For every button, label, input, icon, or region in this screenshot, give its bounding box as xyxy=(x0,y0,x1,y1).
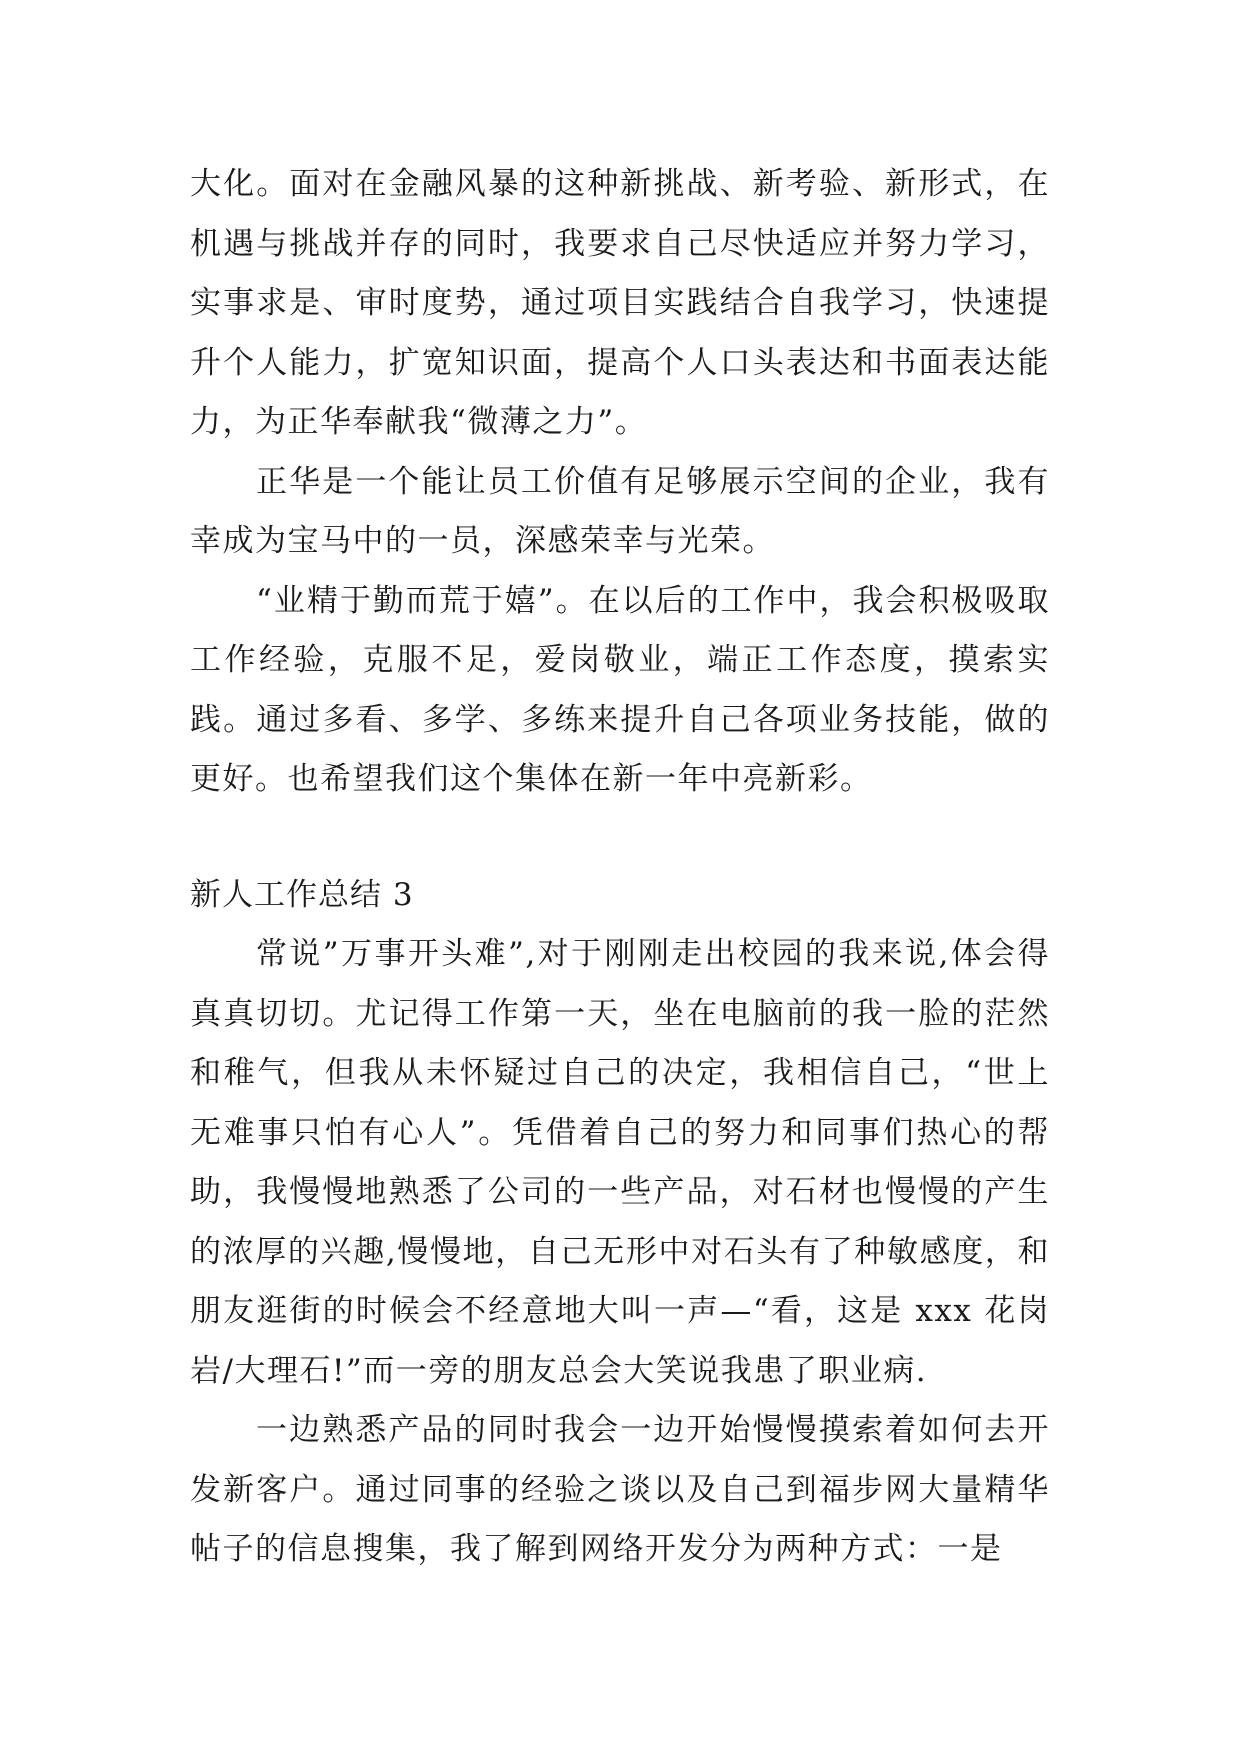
section-heading: 新人工作总结 3 xyxy=(190,876,414,913)
body-paragraph: 一边熟悉产品的同时我会一边开始慢慢摸索着如何去开发新客户。通过同事的经验之谈以及自己到福步网大量精华帖子的信息搜集，我了解到网络开发分为两种方式：一是 xyxy=(190,1412,1050,1567)
body-paragraph: “业精于勤而荒于嬉”。在以后的工作中，我会积极吸取工作经验，克服不足，爱岗敬业，端正工作态度，摸索实践。通过多看、多学、多练来提升自己各项业务技能，做的更好。也希望我们这个集体在新一年中亮新彩。 xyxy=(190,582,1050,797)
body-paragraph: 大化。面对在金融风暴的这种新挑战、新考验、新形式，在机遇与挑战并存的同时，我要求自己尽快适应并努力学习，实事求是、审时度势，通过项目实践结合自我学习，快速提升个人能力，扩宽知识面，提高个人口头表达和书面表达能力，为正华奉献我“微薄之力”。 xyxy=(190,166,1050,440)
body-paragraph: 正华是一个能让员工价值有足够展示空间的企业，我有幸成为宝马中的一员，深感荣幸与光荣。 xyxy=(190,463,1050,559)
document-page xyxy=(190,155,1050,1580)
body-paragraph: 常说”万事开头难”,对于刚刚走出校园的我来说,体会得真真切切。尤记得工作第一天，坐在电脑前的我一脸的茫然和稚气，但我从未怀疑过自己的决定，我相信自己，“世上无难事只怕有心人”。凭借着自己的努力和同事们热心的帮助，我慢慢地熟悉了公司的一些产品，对石材也慢慢的产生的浓厚的兴趣,慢慢地，自己无形中对石头有了种敏感度，和朋友逛街的时候会不经意地大叫一声—“看，这是 xxx 花岗岩/大理石!”而一旁的朋友总会大笑说我患了职业病. xyxy=(190,936,1050,1389)
